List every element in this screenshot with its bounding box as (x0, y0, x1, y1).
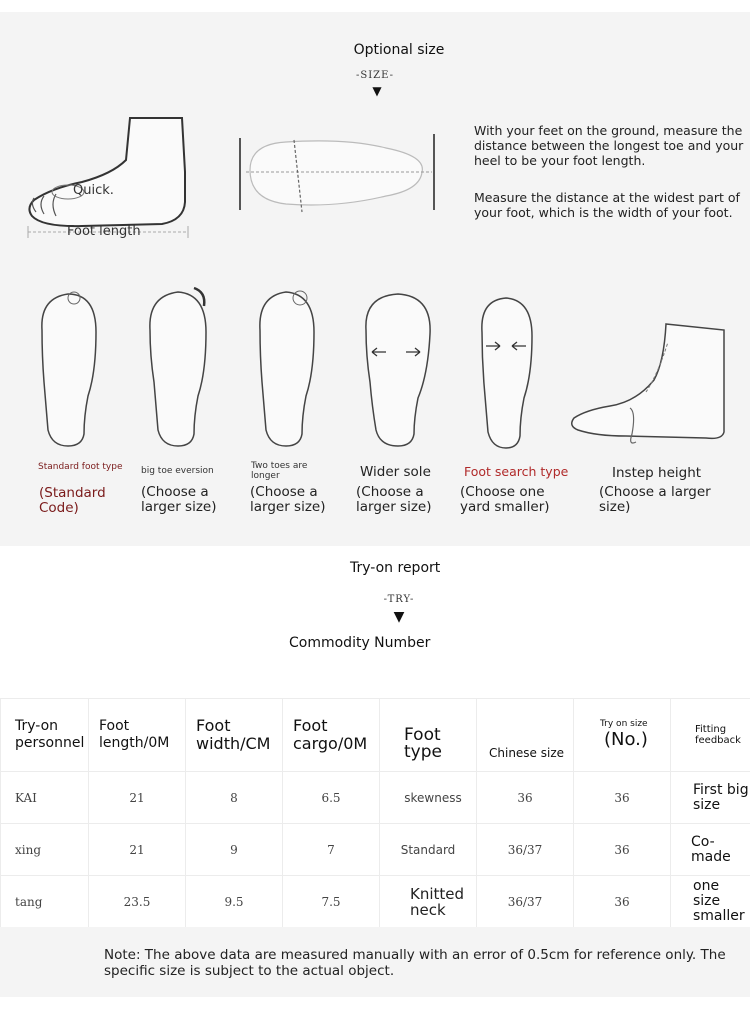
cell-length: 21 (89, 824, 186, 876)
foot-type-name-two-toes: Two toes are longer (251, 461, 308, 481)
cell-feedback: one size smaller (671, 876, 750, 928)
header-foot-length: Foot length/0M (89, 699, 186, 772)
foot-type-name-big-toe: big toe eversion (141, 466, 214, 476)
foot-type-note-big-toe: (Choose a larger size) (141, 484, 217, 515)
cell-foot-type: Knitted neck (380, 876, 477, 928)
cell-feedback: Co-made (671, 824, 750, 876)
big-toe-eversion-foot-icon (142, 282, 212, 450)
header-tryon-size-no: (No.) (604, 729, 648, 750)
foot-type-note-search: (Choose one yard smaller) (460, 484, 550, 515)
cell-length: 21 (89, 772, 186, 824)
standard-foot-icon (34, 286, 104, 450)
foot-width-diagram (236, 130, 442, 218)
instep-height-foot-icon (566, 322, 730, 446)
cell-chinese-size: 36/37 (477, 824, 574, 876)
header-foot-type: Foot type (380, 699, 477, 772)
cell-length: 23.5 (89, 876, 186, 928)
cell-chinese-size: 36/37 (477, 876, 574, 928)
wider-sole-foot-icon (360, 286, 436, 450)
foot-type-note-instep: (Choose a larger size) (599, 484, 711, 515)
cell-feedback: First big size (671, 772, 750, 824)
foot-length-label: Foot length (67, 224, 141, 239)
header-foot-cargo: Foot cargo/0M (283, 699, 380, 772)
cell-chinese-size: 36 (477, 772, 574, 824)
cell-width: 9.5 (186, 876, 283, 928)
size-section-title: Optional size (353, 42, 445, 58)
commodity-number-label: Commodity Number (289, 635, 431, 651)
cell-foot-type: skewness (380, 772, 477, 824)
foot-type-name-instep: Instep height (612, 465, 702, 481)
foot-type-name-search: Foot search type (464, 464, 569, 479)
cell-width: 8 (186, 772, 283, 824)
try-on-table (0, 698, 750, 928)
try-on-down-arrow-icon: ▼ (393, 609, 405, 625)
cell-person: tang (1, 876, 89, 928)
cell-cargo: 7.5 (283, 876, 380, 928)
cell-person: xing (1, 824, 89, 876)
cell-cargo: 6.5 (283, 772, 380, 824)
foot-type-note-two-toes: (Choose a larger size) (250, 484, 326, 515)
quick-label: Quick. (73, 183, 114, 198)
cell-tryon-size: 36 (574, 772, 671, 824)
header-fitting-feedback: Fitting feedback (671, 699, 750, 772)
table-header-row (1, 699, 750, 772)
measurement-note: Note: The above data are measured manually with an error of 0.5cm for reference only. The specific size is subject to the actual object. (104, 947, 726, 979)
cell-cargo: 7 (283, 824, 380, 876)
header-person: Try-on personnel (1, 699, 89, 772)
table-row (1, 824, 750, 876)
cell-tryon-size: 36 (574, 876, 671, 928)
header-tryon-size-label: Try on size (600, 719, 648, 729)
foot-width-instructions: Measure the distance at the widest part of your foot, which is the width of your foot. (474, 190, 740, 220)
table-row (1, 772, 750, 824)
foot-search-type-icon (476, 290, 538, 450)
foot-type-note-standard: (Standard Code) (39, 485, 106, 516)
foot-type-note-wider-sole: (Choose a larger size) (356, 484, 432, 515)
cell-tryon-size: 36 (574, 824, 671, 876)
foot-length-instructions: With your feet on the ground, measure the distance between the longest toe and your heel to be your foot length. (474, 123, 744, 168)
size-section-subtitle: -SIZE- (356, 70, 394, 81)
cell-person: KAI (1, 772, 89, 824)
cell-width: 9 (186, 824, 283, 876)
header-foot-width: Foot width/CM (186, 699, 283, 772)
foot-type-name-standard: Standard foot type (38, 462, 123, 472)
cell-foot-type: Standard (380, 824, 477, 876)
header-tryon-size (574, 699, 671, 772)
try-on-report-subtitle: -TRY- (383, 594, 415, 605)
two-toes-longer-foot-icon (252, 284, 322, 450)
foot-type-name-wider-sole: Wider sole (360, 464, 431, 480)
down-arrow-icon: ▼ (372, 84, 382, 98)
try-on-report-title: Try-on report (350, 560, 441, 576)
table-row (1, 876, 750, 928)
header-chinese-size: Chinese size (477, 699, 574, 772)
